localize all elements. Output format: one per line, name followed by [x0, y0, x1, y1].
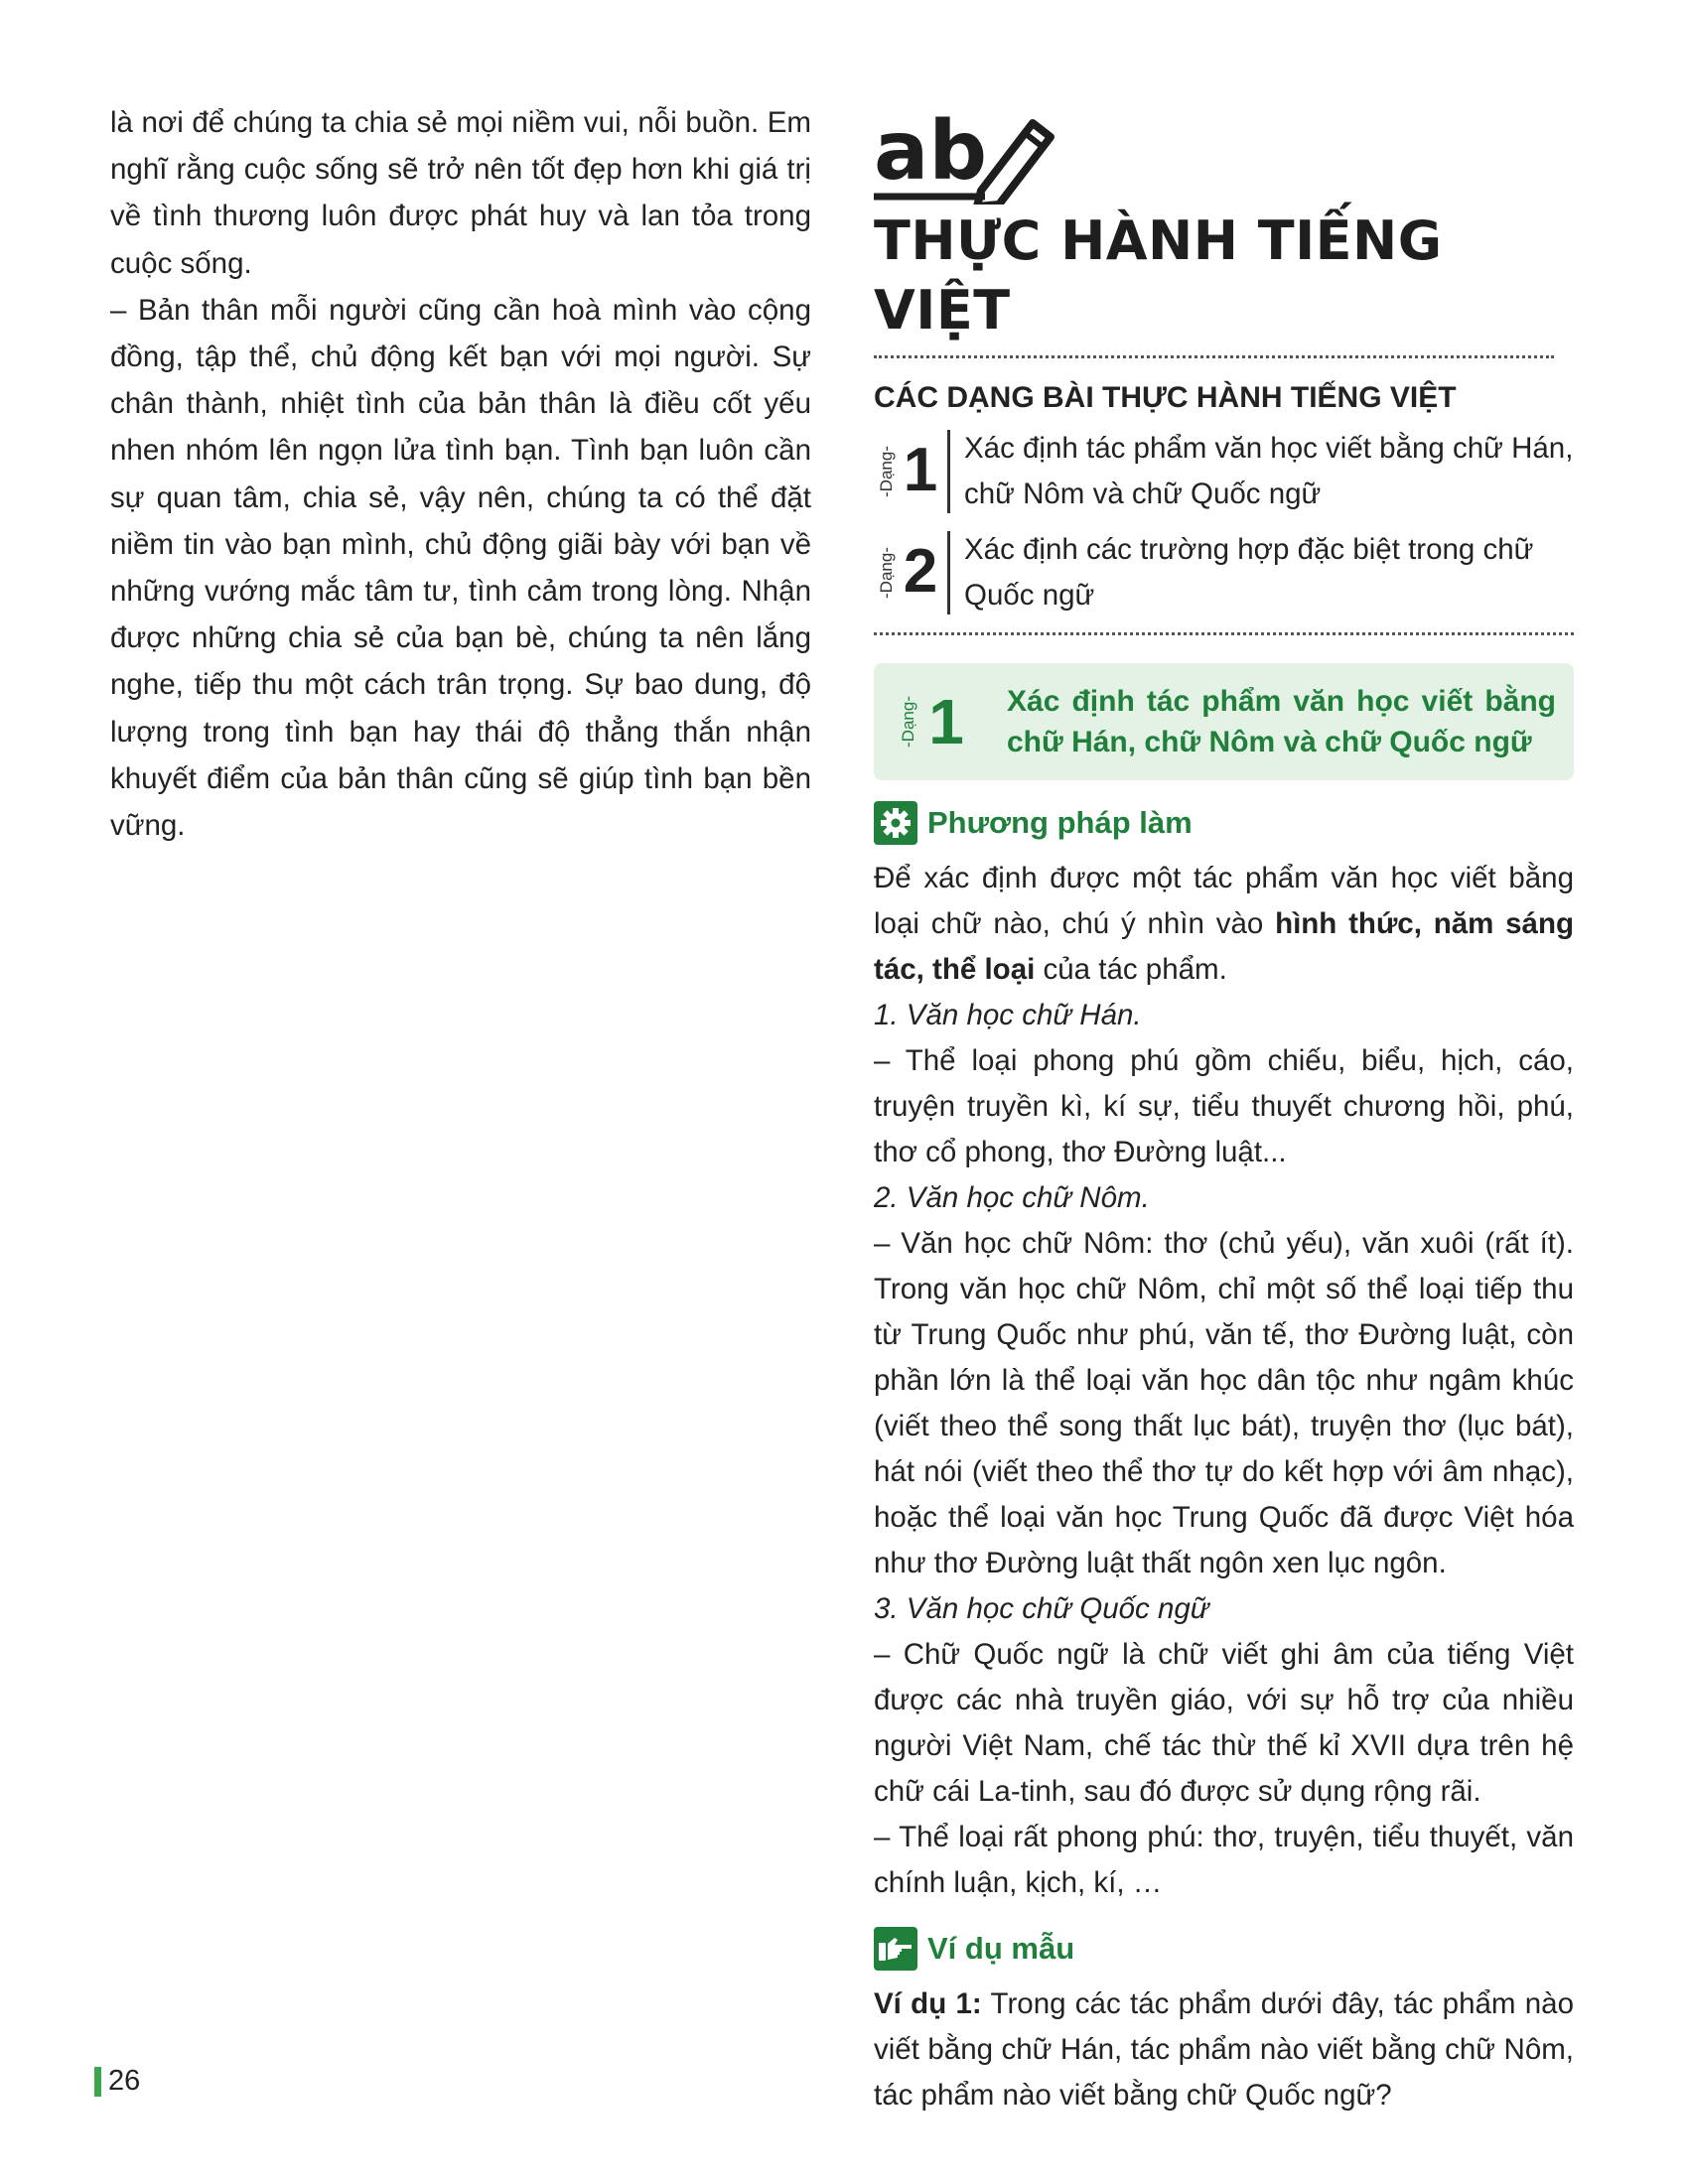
dang-list-item [874, 426, 1574, 517]
method-subheading: 3. Văn học chữ Quốc ngữ [874, 1592, 1209, 1625]
dang-label: -Dạng- [899, 696, 917, 748]
dang-number: 1 [903, 436, 938, 504]
dang-separator [947, 531, 950, 614]
method-paragraph: – Thể loại phong phú gồm chiếu, biểu, hịch, cáo, truyện truyền kì, kí sự, tiểu thuyết chương hồi, phú, thơ cổ phong, thơ Đường luật... [874, 1044, 1574, 1168]
method-paragraph: – Thể loại rất phong phú: thơ, truyện, tiểu thuyết, văn chính luận, kịch, kí, … [874, 1821, 1574, 1899]
left-column [110, 99, 811, 849]
logo-text: ab [874, 109, 988, 199]
left-paragraph-1: là nơi để chúng ta chia sẻ mọi niềm vui, nỗi buồn. Em nghĩ rằng cuộc sống sẽ trở nên tốt đẹp hơn khi giá trị về tình thương luôn được phát huy và lan tỏa trong cuộc sống. [110, 106, 811, 280]
intro-text-end: của tác phẩm. [1035, 953, 1227, 986]
method-intro [874, 856, 1574, 993]
intro-bold: hình thức, năm sáng tác, thể loại [874, 907, 1574, 986]
example-heading [874, 1926, 1574, 1972]
method-paragraph: – Văn học chữ Nôm: thơ (chủ yếu), văn xuôi (rất ít). Trong văn học chữ Nôm, chỉ một số thể loại tiếp thu từ Trung Quốc như phú, văn tế, thơ Đường luật, còn phần lớn là thể loại văn học dân tộc như ngâm khúc (viết theo thể song thất lục bát), truyện thơ (lục bát), hát nói (viết theo thể thơ tự do kết hợp với âm nhạc), hoặc thể loại văn học Trung Quốc đã được Việt hóa như thơ Đường luật thất ngôn xen lục ngôn. [874, 1227, 1574, 1579]
dotted-divider [874, 355, 1554, 358]
dang-text: Xác định các trường hợp đặc biệt trong chữ Quốc ngữ [964, 533, 1534, 612]
example-body [874, 1981, 1574, 2118]
page-title: THỰC HÀNH TIẾNG VIỆT [874, 209, 1443, 341]
method-subheading: 1. Văn học chữ Hán. [874, 999, 1142, 1031]
method-paragraph: – Chữ Quốc ngữ là chữ viết ghi âm của tiếng Việt được các nhà truyền giáo, với sự hỗ trợ của nhiều người Việt Nam, chế tác thừ thế kỉ XVII dựa trên hệ chữ cái La-tinh, sau đó được sử dụng rộng rãi. [874, 1638, 1574, 1808]
section-subtitle: CÁC DẠNG BÀI THỰC HÀNH TIẾNG VIỆT [874, 381, 1457, 414]
example-text: Trong các tác phẩm dưới đây, tác phẩm nào viết bằng chữ Hán, tác phẩm nào viết bằng chữ Nôm, tác phẩm nào viết bằng chữ Quốc ngữ? [874, 1987, 1574, 2112]
example-label: Ví dụ 1: [874, 1987, 982, 2020]
pencil-icon [977, 123, 1051, 205]
dang-number: 2 [903, 537, 938, 606]
method-heading [874, 800, 1574, 846]
dang-1-banner [874, 663, 1574, 780]
page-number-marker [94, 2067, 101, 2097]
dang-label: -Dạng- [877, 446, 896, 497]
dang-banner-number: 1 [928, 686, 964, 757]
dang-list-item [874, 527, 1574, 618]
dang-label: -Dạng- [877, 547, 896, 599]
dang-text: Xác định tác phẩm văn học viết bằng chữ Hán, chữ Nôm và chữ Quốc ngữ [964, 432, 1574, 510]
method-heading-text: Phương pháp làm [927, 805, 1193, 840]
example-paragraph [874, 1981, 1574, 2118]
page-number-text: 26 [108, 2065, 141, 2097]
method-body [874, 856, 1574, 1906]
dang-separator [947, 430, 950, 513]
page-number [94, 2065, 140, 2098]
pointing-hand-icon [874, 1927, 917, 1971]
dang-banner-title: Xác định tác phẩm văn học viết bằng chữ Hán, chữ Nôm và chữ Quốc ngữ [1007, 685, 1556, 758]
example-heading-text: Ví dụ mẫu [927, 1931, 1075, 1966]
right-column [874, 109, 1574, 2118]
intro-text: Để xác định được một tác phẩm văn học viết bằng loại chữ nào, chú ý nhìn vào [874, 862, 1574, 940]
left-paragraph-2: – Bản thân mỗi người cũng cần hoà mình vào cộng đồng, tập thể, chủ động kết bạn với mọi người. Sự chân thành, nhiệt tình của bản thân là điều cốt yếu nhen nhóm lên ngọn lửa tình bạn. Tình bạn luôn cần sự quan tâm, chia sẻ, vậy nên, chúng ta có thể đặt niềm tin vào bạn mình, chủ động giãi bày với bạn về những vướng mắc tâm tư, tình cảm trong lòng. Nhận được những chia sẻ của bạn bè, chúng ta nên lắng nghe, tiếp thu một cách trân trọng. Sự bao dung, độ lượng trong tình bạn hay thái độ thẳng thắn nhận khuyết điểm của bản thân cũng sẽ giúp tình bạn bền vững. [110, 293, 811, 843]
dotted-divider [874, 632, 1574, 635]
gear-icon [874, 801, 917, 845]
method-subheading: 2. Văn học chữ Nôm. [874, 1181, 1150, 1214]
ab-pencil-logo [874, 109, 1062, 205]
